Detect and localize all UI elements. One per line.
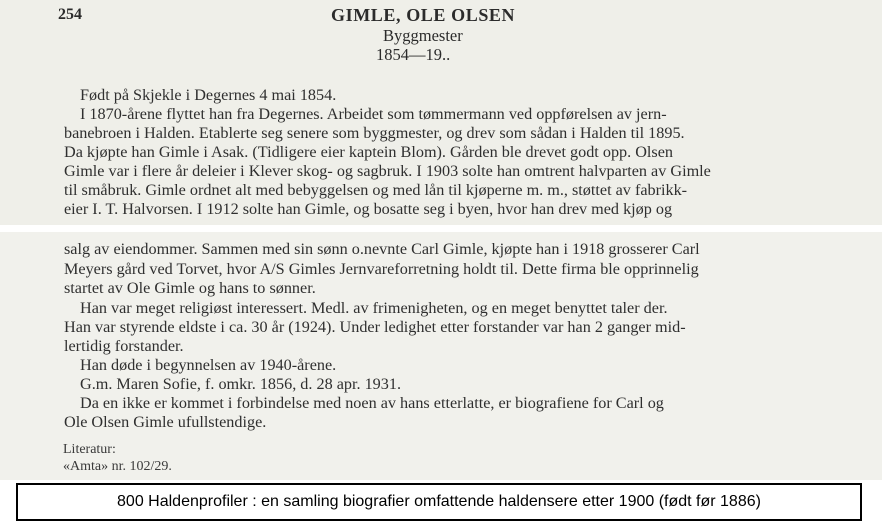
entry-occupation: Byggmester [383, 26, 463, 45]
text-line: Gimle var i flere år deleier i Klever skog- og sagbruk. I 1903 solte han omtrent halvparten av Gimle [64, 162, 711, 180]
text-line: I 1870-årene flyttet han fra Degernes. Arbeidet som tømmermann ved oppførelsen av jern- [80, 105, 667, 123]
text-line: Han døde i begynnelsen av 1940-årene. [80, 356, 337, 374]
text-line: eier I. T. Halvorsen. I 1912 solte han Gimle, og bosatte seg i byen, hvor han drev med kjøp og [64, 200, 673, 218]
literature-reference: «Amta» nr. 102/29. [63, 459, 172, 474]
scan-top-section [0, 0, 882, 225]
page-number: 254 [58, 6, 82, 23]
entry-title: GIMLE, OLE OLSEN [331, 5, 516, 25]
text-line: G.m. Maren Sofie, f. omkr. 1856, d. 28 apr. 1931. [80, 375, 402, 393]
literature-label: Literatur: [63, 442, 116, 457]
text-line: Ole Olsen Gimle ufullstendige. [64, 413, 267, 431]
scan-bottom-section [0, 232, 882, 480]
text-line: Meyers gård ved Torvet, hvor A/S Gimles Jernvareforretning holdt til. Dette firma ble opprinnelig [64, 260, 699, 278]
text-line: lertidig forstander. [64, 337, 184, 355]
entry-years: 1854—19.. [376, 45, 451, 64]
text-line: til småbruk. Gimle ordnet alt med bebyggelsen og med lån til kjøperne m. m., støttet av fabrikk- [64, 181, 688, 199]
text-line: startet av Ole Gimle og hans to sønner. [64, 279, 316, 297]
text-line: Da kjøpte han Gimle i Asak. (Tidligere eier kaptein Blom). Gården ble drevet godt opp. Olsen [64, 143, 673, 161]
text-line: Han var styrende eldste i ca. 30 år (1924). Under ledighet etter forstander var han 2 ganger mid- [64, 318, 686, 336]
source-caption: 800 Haldenprofiler : en samling biografier omfattende haldensere etter 1900 (født før 1886) [16, 483, 862, 521]
text-line: banebroen i Halden. Etablerte seg senere som byggmester, og drev som sådan i Halden til 1895. [64, 124, 685, 142]
text-line: Født på Skjekle i Degernes 4 mai 1854. [80, 86, 337, 104]
section-gap [0, 225, 882, 232]
text-line: Han var meget religiøst interessert. Medl. av frimenigheten, og en meget benyttet taler der. [80, 299, 668, 317]
text-line: Da en ikke er kommet i forbindelse med noen av hans etterlatte, er biografiene for Carl og [80, 394, 664, 412]
text-line: salg av eiendommer. Sammen med sin sønn o.nevnte Carl Gimle, kjøpte han i 1918 grosserer Carl [64, 240, 700, 258]
